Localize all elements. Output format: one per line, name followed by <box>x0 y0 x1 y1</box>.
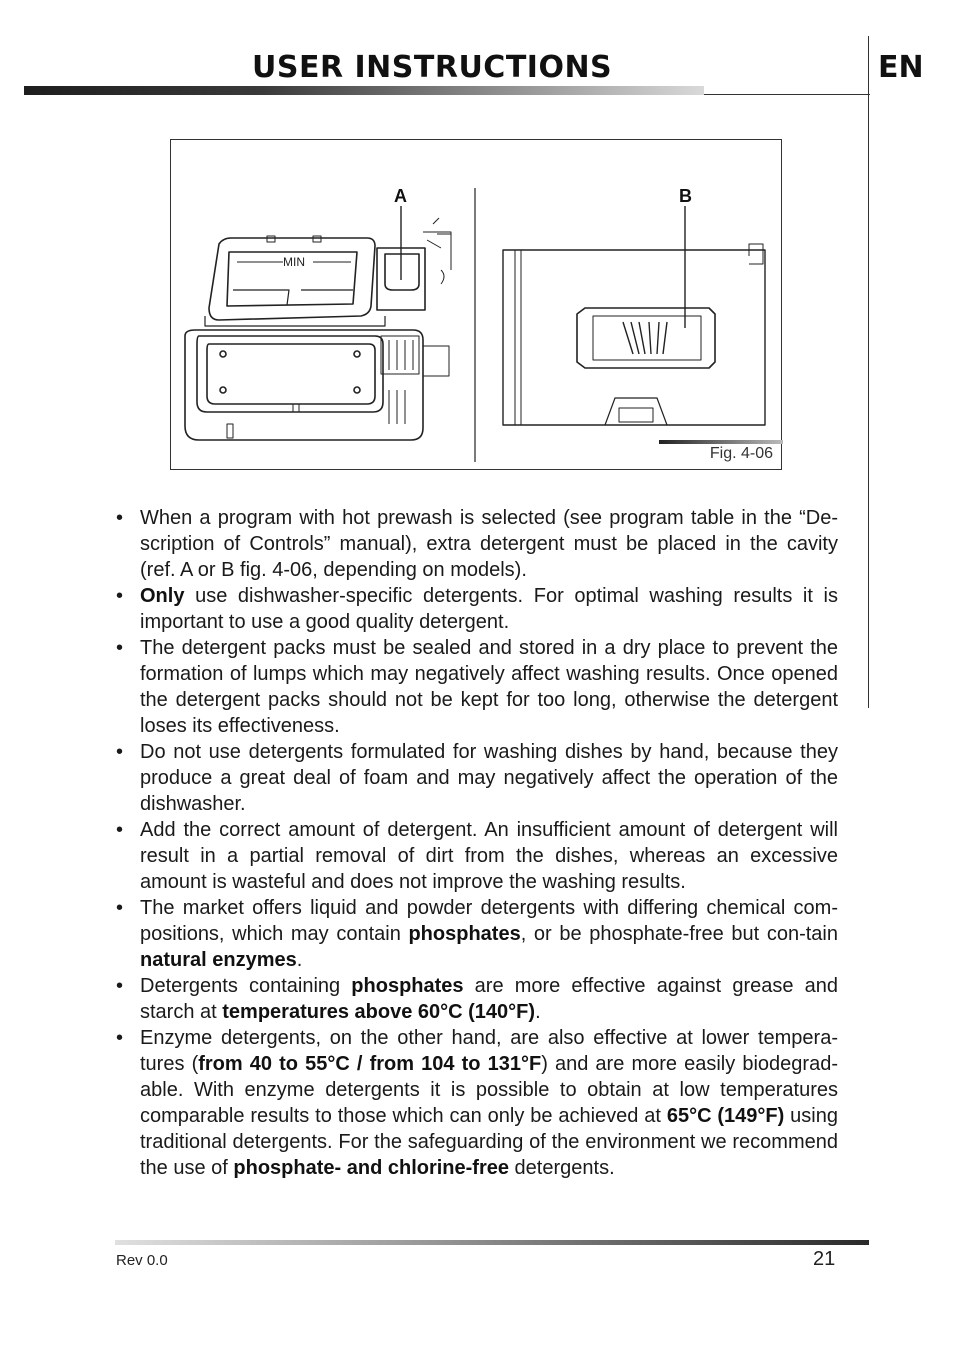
bullet-text: Detergents containing <box>140 975 352 997</box>
page-title: USER INSTRUCTIONS <box>252 50 613 85</box>
bullet-text: using traditional detergents. For the safeguarding of the environment we recommend the use of <box>140 1105 838 1179</box>
bullet-list <box>140 505 838 1181</box>
bullet-text: When a program with hot prewash is selected (see program table in the “De-scription of Controls” manual), extra detergent must be placed in the cavity (ref. A or B fig. 4-06, depending on models). <box>140 507 838 581</box>
bullet-item <box>140 739 838 817</box>
figure-label-b: B <box>679 186 692 206</box>
bullet-text: The market offers liquid and powder detergents with differing chemical com-positions, which may contain <box>140 897 838 945</box>
side-rule <box>868 36 869 708</box>
bullet-item <box>140 505 838 583</box>
bullet-item <box>140 817 838 895</box>
bullet-text: detergents. <box>509 1157 615 1179</box>
figure-caption-bar <box>659 440 783 444</box>
bullet-item <box>140 895 838 973</box>
bullet-emphasis: 65°C (149°F) <box>666 1105 785 1127</box>
header-rule <box>704 94 870 95</box>
bullet-emphasis: phosphates <box>351 975 464 997</box>
bullet-text: The detergent packs must be sealed and stored in a dry place to prevent the formation of lumps which may negatively affect washing results. Once opened the detergent packs should not be kept for too long, otherwise the detergent loses its effectiveness. <box>140 637 838 737</box>
bullet-emphasis: Only <box>140 585 185 607</box>
bullet-text: are more effective against grease and starch at <box>140 975 838 1023</box>
dispenser-body <box>185 330 423 440</box>
bullet-text: Enzyme detergents, on the other hand, are also effective at lower tempera-tures ( <box>140 1027 838 1075</box>
figure-caption: Fig. 4-06 <box>709 445 773 462</box>
bullet-text: use dishwasher-specific detergents. For optimal washing results it is important to use a good quality detergent. <box>140 585 838 633</box>
instruction-text <box>140 505 838 1181</box>
footer-bar <box>115 1240 869 1245</box>
header-bar <box>24 86 704 95</box>
dispenser-lid <box>209 236 375 320</box>
bullet-emphasis: phosphates <box>408 923 521 945</box>
bullet-item <box>140 583 838 635</box>
bullet-text: . <box>535 1001 541 1023</box>
figure-box <box>170 139 782 470</box>
bullet-text: . <box>296 949 303 971</box>
door-panel-b <box>503 244 765 425</box>
bullet-text: Add the correct amount of detergent. An insufficient amount of detergent will result in a partial removal of dirt from the dishes, whereas an excessive amount is wasteful and does not improve the washing results. <box>140 819 838 893</box>
bullet-item <box>140 1025 838 1181</box>
prewash-cup-a <box>377 218 451 424</box>
bullet-text: , or be phosphate-free but con-tain <box>520 923 838 945</box>
revision-label: Rev 0.0 <box>116 1252 168 1269</box>
figure-label-a: A <box>394 186 407 206</box>
bullet-item <box>140 973 838 1025</box>
min-mark: MIN <box>283 255 305 269</box>
bullet-emphasis: phosphate- and chlorine-free <box>233 1157 509 1179</box>
bullet-text: Do not use detergents formulated for washing dishes by hand, because they produce a great deal of foam and may negatively affect the operation of the dishwasher. <box>140 741 838 815</box>
language-code: EN <box>878 50 924 85</box>
bullet-text: ) and are more easily biodegrad-able. With enzyme detergents it is possible to obtain at low temperatures comparable results to those which can only be achieved at <box>140 1053 838 1127</box>
bullet-emphasis: temperatures above 60°C (140°F) <box>222 1001 536 1023</box>
bullet-emphasis: natural enzymes <box>140 949 297 971</box>
bullet-emphasis: from 40 to 55°C / from 104 to 131°F <box>198 1053 542 1075</box>
bullet-item <box>140 635 838 739</box>
page-number: 21 <box>813 1248 836 1270</box>
